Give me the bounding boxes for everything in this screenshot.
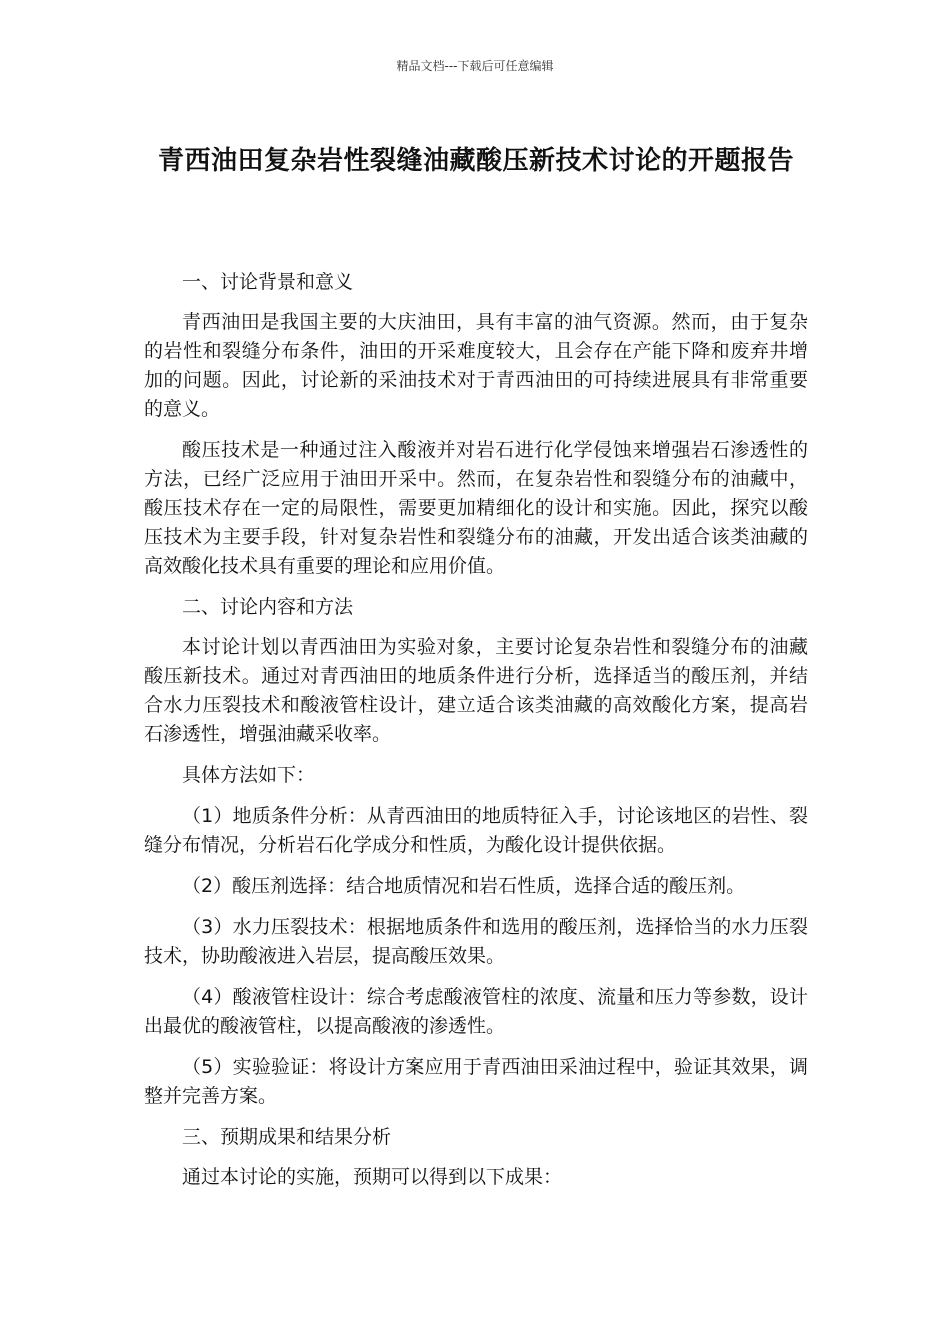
document-title: 青西油田复杂岩性裂缝油藏酸压新技术讨论的开题报告 bbox=[157, 146, 794, 176]
section-heading-content-method: 二、讨论内容和方法 bbox=[182, 596, 354, 618]
page-header: 精品文档---下载后可任意编辑 bbox=[396, 59, 554, 73]
paragraph-background-2: 酸压技术是一种通过注入酸液并对岩石进行化学侵蚀来增强岩石渗透性的方法，已经广泛应用于油田开采中。然而，在复杂岩性和裂缝分布的油藏中，酸压技术存在一定的局限性，需要更加精细化的设计和实施。因此，探究以酸压技术为主要手段，针对复杂岩性和裂缝分布的油藏，开发出适合该类油藏的高效酸化技术具有重要的理论和应用价值。 bbox=[144, 439, 808, 577]
section-heading-expected-results: 三、预期成果和结果分析 bbox=[182, 1126, 392, 1148]
list-item-2: （2）酸压剂选择：结合地质情况和岩石性质，选择合适的酸压剂。 bbox=[182, 875, 746, 897]
paragraph-method-intro: 具体方法如下： bbox=[182, 764, 316, 786]
paragraph-content-1: 本讨论计划以青西油田为实验对象，主要讨论复杂岩性和裂缝分布的油藏酸压新技术。通过对青西油田的地质条件进行分析，选择适当的酸压剂，并结合水力压裂技术和酸液管柱设计，建立适合该类油藏的高效酸化方案，提高岩石渗透性，增强油藏采收率。 bbox=[144, 636, 808, 745]
list-item-5: （5）实验验证：将设计方案应用于青西油田采油过程中，验证其效果，调整并完善方案。 bbox=[144, 1056, 808, 1107]
section-heading-background: 一、讨论背景和意义 bbox=[182, 271, 354, 293]
paragraph-expected-results: 通过本讨论的实施，预期可以得到以下成果： bbox=[182, 1166, 563, 1188]
list-item-1: （1）地质条件分析：从青西油田的地质特征入手，讨论该地区的岩性、裂缝分布情况，分析岩石化学成分和性质，为酸化设计提供依据。 bbox=[144, 805, 808, 856]
paragraph-background-1: 青西油田是我国主要的大庆油田，具有丰富的油气资源。然而，由于复杂的岩性和裂缝分布条件，油田的开采难度较大，且会存在产能下降和废弃井增加的问题。因此，讨论新的采油技术对于青西油田的可持续进展具有非常重要的意义。 bbox=[144, 311, 808, 420]
list-item-4: （4）酸液管柱设计：综合考虑酸液管柱的浓度、流量和压力等参数，设计出最优的酸液管柱，以提高酸液的渗透性。 bbox=[144, 986, 808, 1037]
list-item-3: （3）水力压裂技术：根据地质条件和选用的酸压剂，选择恰当的水力压裂技术，协助酸液进入岩层，提高酸压效果。 bbox=[144, 916, 808, 967]
document-body bbox=[144, 268, 808, 1204]
